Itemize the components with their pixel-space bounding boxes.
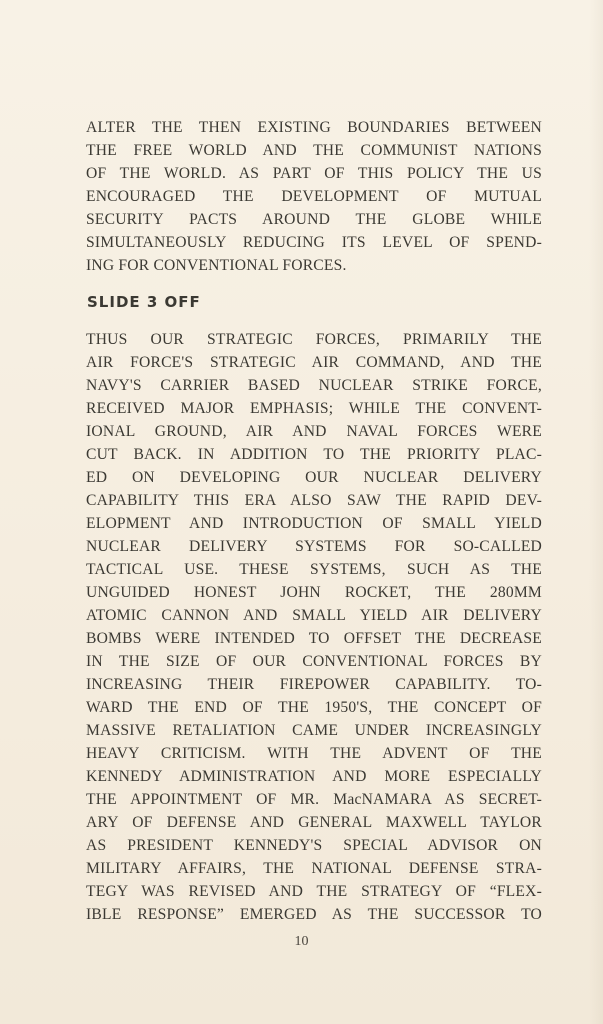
text-line: KENNEDY ADMINISTRATION AND MORE ESPECIALLY — [86, 768, 542, 785]
text-line: HEAVY CRITICISM. WITH THE ADVENT OF THE — [86, 745, 542, 762]
text-line: BOMBS WERE INTENDED TO OFFSET THE DECREASE — [86, 630, 542, 647]
text-line: NUCLEAR DELIVERY SYSTEMS FOR SO-CALLED — [86, 538, 542, 555]
text-line: NAVY'S CARRIER BASED NUCLEAR STRIKE FORCE, — [86, 377, 542, 394]
text-line: INCREASING THEIR FIREPOWER CAPABILITY. TO- — [86, 676, 542, 693]
text-line: CUT BACK. IN ADDITION TO THE PRIORITY PLAC- — [86, 446, 542, 463]
text-line: MASSIVE RETALIATION CAME UNDER INCREASINGLY — [86, 722, 542, 739]
text-line: AS PRESIDENT KENNEDY'S SPECIAL ADVISOR ON — [86, 837, 542, 854]
text-line: UNGUIDED HONEST JOHN ROCKET, THE 280MM — [86, 584, 542, 601]
text-line: THE FREE WORLD AND THE COMMUNIST NATIONS — [86, 142, 542, 159]
text-line: CAPABILITY THIS ERA ALSO SAW THE RAPID DEV- — [86, 492, 542, 509]
paragraph-2 — [86, 328, 542, 926]
text-line: THE APPOINTMENT OF MR. MacNAMARA AS SECRET- — [86, 791, 542, 808]
text-line: TEGY WAS REVISED AND THE STRATEGY OF “FLEX- — [86, 883, 542, 900]
text-line: ED ON DEVELOPING OUR NUCLEAR DELIVERY — [86, 469, 542, 486]
text-line: RECEIVED MAJOR EMPHASIS; WHILE THE CONVENT- — [86, 400, 542, 417]
text-line: ATOMIC CANNON AND SMALL YIELD AIR DELIVERY — [86, 607, 542, 624]
text-line: MILITARY AFFAIRS, THE NATIONAL DEFENSE STRA- — [86, 860, 542, 877]
section-heading: SLIDE 3 OFF — [87, 293, 201, 311]
text-line: TACTICAL USE. THESE SYSTEMS, SUCH AS THE — [86, 561, 542, 578]
text-line: SIMULTANEOUSLY REDUCING ITS LEVEL OF SPEND- — [86, 234, 542, 251]
text-line: ING FOR CONVENTIONAL FORCES. — [86, 257, 347, 274]
paragraph-1 — [86, 116, 542, 277]
text-line: IN THE SIZE OF OUR CONVENTIONAL FORCES BY — [86, 653, 542, 670]
text-line: ALTER THE THEN EXISTING BOUNDARIES BETWEEN — [86, 119, 542, 136]
text-line: ENCOURAGED THE DEVELOPMENT OF MUTUAL — [86, 188, 542, 205]
text-line: ARY OF DEFENSE AND GENERAL MAXWELL TAYLOR — [86, 814, 542, 831]
page-number: 10 — [294, 934, 309, 949]
text-line: IBLE RESPONSE” EMERGED AS THE SUCCESSOR TO — [86, 906, 542, 923]
text-line: IONAL GROUND, AIR AND NAVAL FORCES WERE — [86, 423, 542, 440]
text-line: THUS OUR STRATEGIC FORCES, PRIMARILY THE — [86, 331, 542, 348]
text-line: SECURITY PACTS AROUND THE GLOBE WHILE — [86, 211, 542, 228]
page-edge-shadow — [589, 0, 603, 1024]
text-line: AIR FORCE'S STRATEGIC AIR COMMAND, AND THE — [86, 354, 542, 371]
text-line: OF THE WORLD. AS PART OF THIS POLICY THE US — [86, 165, 542, 182]
text-line: WARD THE END OF THE 1950'S, THE CONCEPT OF — [86, 699, 542, 716]
text-line: ELOPMENT AND INTRODUCTION OF SMALL YIELD — [86, 515, 542, 532]
